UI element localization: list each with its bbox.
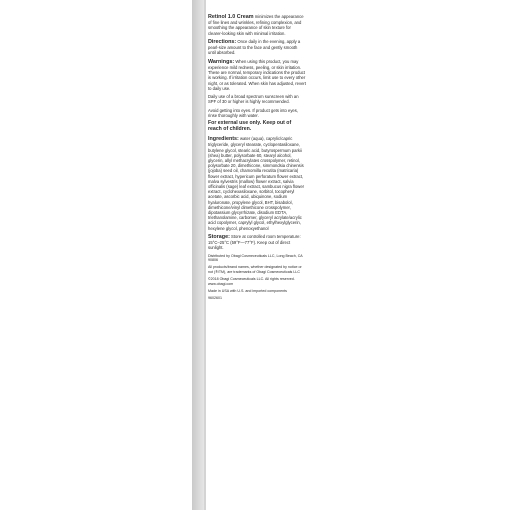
sunscreen-note: Daily use of a broad spectrum sunscreen with an SPF of 30 or higher is highly recommended. — [208, 94, 299, 105]
product-description-text: minimizes the appearance of fine lines and wrinkles, refining complexion, and smoothing the appearance of skin texture for clearer-looking skin with minimal irritation. — [208, 14, 304, 36]
storage-text: Store at controlled room temperature: 15°C–25°C (59°F—77°F). Keep out of direct sunlight. — [208, 234, 301, 251]
made-in-note: Made in USA with U.S. and imported components — [208, 288, 287, 293]
copyright-notice: ©2018 Obagi Cosmeceuticals LLC. All rights reserved. www.obagi.com — [208, 276, 295, 286]
eyes-note: Avoid getting into eyes. If product gets into eyes, rinse thoroughly with water. — [208, 107, 299, 118]
product-name: Retinol 1.0 Cream — [208, 14, 254, 20]
product-code: 9602601 — [208, 295, 222, 300]
trademark-notice: All products/brand names, whether designated by notice or not (®/TM), are trademarks of Obagi Cosmeceuticals LLC — [208, 265, 302, 274]
warnings-text: When using this product, you may experience mild redness, peeling, or skin irritation. These are normal, temporary indications the product is working. If irritation occurs, limit use to every other night, or as tolerated. When skin has adjusted, revert to daily use. — [208, 58, 306, 91]
warnings-heading: Warnings: — [208, 58, 235, 65]
product-description — [208, 14, 306, 36]
warnings-section — [208, 59, 306, 91]
ingredients-heading: Ingredients: — [208, 136, 239, 143]
box-side-panel — [192, 0, 204, 510]
distributor-info: Distributed by Obagi Cosmeceuticals LLC, Long Beach, CA 90806 — [208, 253, 303, 263]
ingredients-section — [208, 136, 306, 231]
storage-heading: Storage: — [208, 234, 230, 241]
directions-text: Once daily in the evening, apply a pearl-size amount to the face and gently smooth until absorbed. — [208, 39, 301, 56]
label-text-column — [208, 14, 306, 303]
directions-section — [208, 39, 306, 56]
directions-heading: Directions: — [208, 39, 237, 45]
external-use-warning: For external use only. Keep out of reach of children. — [208, 120, 292, 133]
storage-section — [208, 234, 306, 251]
ingredients-text: water (aqua), caprylic/capric triglyceride, glyceryl stearate, cyclopentasiloxane, butylene glycol, stearic acid, butyrospermum parkii (shea) butter, polysorbate 60, stearyl alcohol, glycerin, allyl methacrylates crosspolymer, retinol, polysorbate 20, dimethicone, simmondsia chinensis (jojoba) seed oil, chamomilla recutita (matricaria) flower extract, hypericum perforatum flower extract, malva sylvestris (mallow) flower extract, salvia officinalis (sage) leaf extract, sambucus nigra flower extract, cyclohexasiloxane, sorbitol, tocopheryl acetate, ascorbic acid, ubiquinone, sodium hyaluronate, propylene glycol, BHT, bisabolol, dimethicone/vinyl dimethicone crosspolymer, dipotassium glycyrrhizate, disodium EDTA, triethanolamine, carbomer, glyceryl acrylate/acrylic acid copolymer, caprylyl glycol, ethylhexylglycerin, hexylene glycol, phenoxyethanol — [208, 136, 305, 231]
